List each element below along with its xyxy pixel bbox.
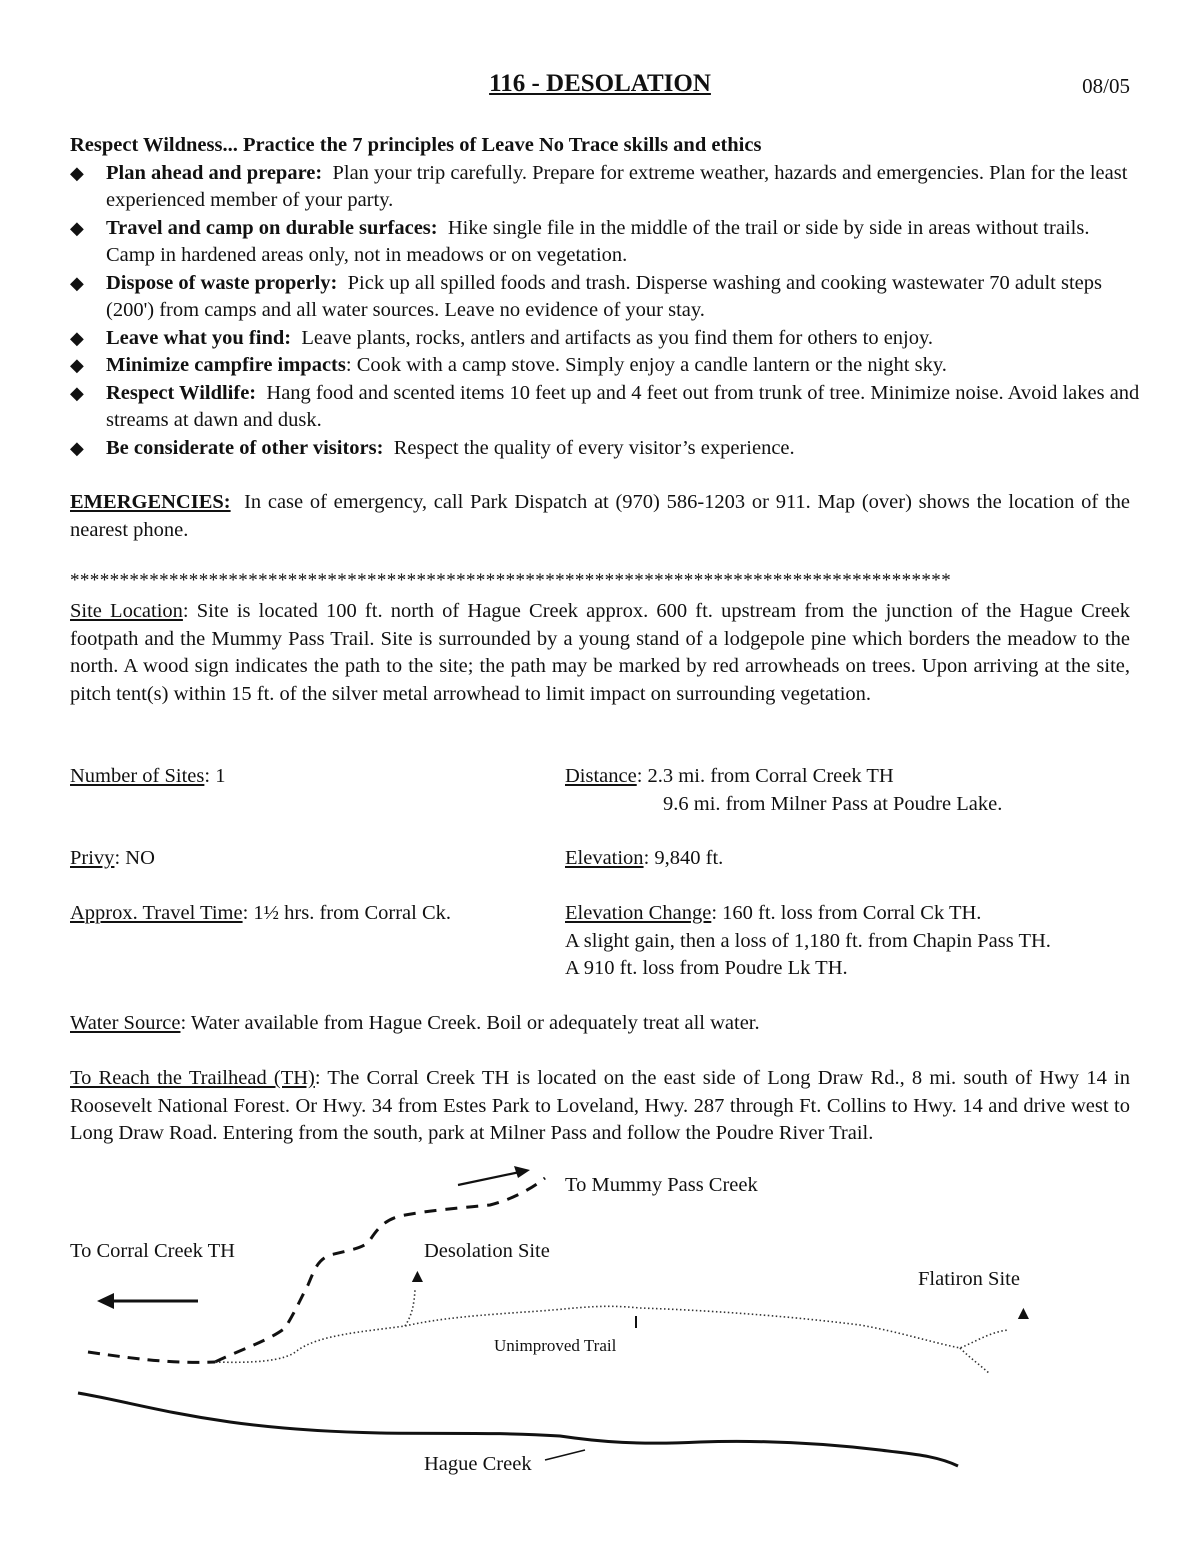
trailhead-label: To Reach the Trailhead (TH) xyxy=(70,1067,315,1089)
unimproved-trail-label: Unimproved Trail xyxy=(494,1336,617,1355)
page-title: 116 - DESOLATION xyxy=(489,70,711,97)
diamond-bullet-icon: ◆ xyxy=(70,382,84,403)
field-label: Approx. Travel Time xyxy=(70,902,243,924)
emergencies-text: In case of emergency, call Park Dispatch at (970) 586-1203 or 911. Map (over) shows the location of the nearest phone. xyxy=(70,491,1130,541)
trailhead-text: : The Corral Creek TH is located on the east side of Long Draw Rd., 8 mi. south of Hwy 14 in Roosevelt National Forest. Or Hwy. 34 from Estes Park to Loveland, Hwy. 287 through Ft. Collins to Hwy. 14 and drive west to Long Draw Road. Entering from the south, park at Milner Pass and follow the Poudre River Trail. xyxy=(70,1067,1131,1144)
distance xyxy=(565,763,1002,818)
principle-term: Plan ahead and prepare: xyxy=(106,161,323,184)
principle-text: Hike single file in the middle of the trail or side by side in areas without trails. Camp in hardened areas only, not in meadows or on vegetation. xyxy=(106,216,1090,266)
site-location-label: Site Location xyxy=(70,600,183,622)
diamond-bullet-icon: ◆ xyxy=(70,355,84,375)
flatiron-site-label: Flatiron Site xyxy=(918,1268,1020,1290)
list-item xyxy=(70,435,1140,463)
hague-creek-leader xyxy=(545,1450,585,1460)
emergencies-label: EMERGENCIES: xyxy=(70,491,231,513)
principle-term: Minimize campfire impacts xyxy=(106,354,346,376)
principle-text: Hang food and scented items 10 feet up and 4 feet out from trunk of tree. Minimize noise. Avoid lakes and streams at dawn and dusk. xyxy=(106,381,1140,431)
mummy-pass-label: To Mummy Pass Creek xyxy=(565,1174,758,1196)
principle-term: Travel and camp on durable surfaces: xyxy=(106,216,438,239)
field-value: : 9,840 ft. xyxy=(643,847,724,869)
field-value: : 160 ft. loss from Corral Ck TH. xyxy=(711,902,982,924)
principle-text: : Cook with a camp stove. Simply enjoy a candle lantern or the night sky. xyxy=(345,354,947,376)
hague-creek-label: Hague Creek xyxy=(424,1453,532,1475)
diamond-bullet-icon: ◆ xyxy=(70,217,84,238)
elevation xyxy=(565,845,723,873)
field-label: Number of Sites xyxy=(70,765,205,787)
field-label: Elevation xyxy=(565,847,644,869)
field-value: : 2.3 mi. from Corral Creek TH xyxy=(636,765,894,787)
site-location-section xyxy=(70,598,1130,708)
field-value-line2: 9.6 mi. from Milner Pass at Poudre Lake. xyxy=(663,792,1003,815)
field-label: Distance xyxy=(565,765,637,787)
corral-creek-arrow-head xyxy=(97,1293,114,1309)
corral-creek-trail xyxy=(88,1352,215,1362)
field-value: : 1½ hrs. from Corral Ck. xyxy=(242,902,451,924)
privy xyxy=(70,845,155,873)
site-location-text: : Site is located 100 ft. north of Hague Creek approx. 600 ft. upstream from the junction of the Hague Creek footpath and the Mummy Pass Trail. Site is surrounded by a young stand of a lodgepole pine which borders the meadow to the north. A wood sign indicates the path to the site; the path may be marked by red arrowheads on trees. Upon arriving at the site, pitch tent(s) within 15 ft. of the silver metal arrowhead to limit impact on surrounding vegetation. xyxy=(70,600,1130,705)
elevation-change xyxy=(565,900,1051,983)
diamond-bullet-icon: ◆ xyxy=(70,162,84,183)
principle-term: Leave what you find: xyxy=(106,326,292,349)
field-label: Privy xyxy=(70,847,115,869)
triangle-marker-icon: ▲ xyxy=(408,1266,427,1287)
principle-term: Respect Wildlife: xyxy=(106,381,257,404)
emergencies-section xyxy=(70,489,1130,544)
revision-date: 08/05 xyxy=(1082,74,1130,98)
principle-text: Pick up all spilled foods and trash. Disperse washing and cooking wastewater 70 adult steps (200') from camps and all water sources. Leave no evidence of your stay. xyxy=(106,271,1102,321)
desolation-spur xyxy=(405,1290,415,1326)
principle-text: Leave plants, rocks, antlers and artifacts as you find them for others to enjoy. xyxy=(301,326,934,349)
field-value: : 1 xyxy=(204,765,226,787)
diamond-bullet-icon: ◆ xyxy=(70,272,84,293)
list-item xyxy=(70,352,1140,380)
list-item xyxy=(70,160,1140,215)
leave-no-trace-section xyxy=(70,132,1140,462)
principle-term: Be considerate of other visitors: xyxy=(106,436,384,459)
principle-term: Dispose of waste properly: xyxy=(106,271,338,294)
list-item xyxy=(70,270,1140,325)
trailhead-directions xyxy=(70,1065,1130,1148)
diamond-bullet-icon: ◆ xyxy=(70,437,84,458)
list-item xyxy=(70,380,1140,435)
diamond-bullet-icon: ◆ xyxy=(70,327,84,348)
mummy-pass-arrow-shaft xyxy=(458,1172,520,1185)
desolation-site-label: Desolation Site xyxy=(424,1240,550,1262)
mummy-pass-arrow-head xyxy=(514,1166,530,1178)
lnt-principles-list xyxy=(70,160,1140,463)
field-value-line2: A slight gain, then a loss of 1,180 ft. from Chapin Pass TH. xyxy=(565,929,1051,952)
mummy-pass-trail xyxy=(215,1178,545,1362)
lnt-heading: Respect Wildness... Practice the 7 principles of Leave No Trace skills and ethics xyxy=(70,134,762,156)
travel-time xyxy=(70,900,451,928)
flatiron-fork xyxy=(960,1348,990,1374)
field-value: : NO xyxy=(114,847,155,869)
field-label: Water Source xyxy=(70,1012,181,1034)
field-value: : Water available from Hague Creek. Boil or adequately treat all water. xyxy=(180,1012,760,1034)
field-label: Elevation Change xyxy=(565,902,712,924)
separator-line: ***************************************************************************************** xyxy=(70,570,952,591)
list-item xyxy=(70,215,1140,270)
list-item xyxy=(70,325,1140,353)
field-value-line3: A 910 ft. loss from Poudre Lk TH. xyxy=(565,957,848,979)
trail-map xyxy=(0,1150,1200,1550)
number-of-sites xyxy=(70,763,225,791)
principle-text: Plan your trip carefully. Prepare for extreme weather, hazards and emergencies. Plan for the least experienced member of your party. xyxy=(106,161,1128,211)
water-source xyxy=(70,1010,760,1038)
triangle-marker-icon: ▲ xyxy=(1014,1303,1033,1324)
principle-text: Respect the quality of every visitor’s experience. xyxy=(393,436,795,459)
corral-creek-label: To Corral Creek TH xyxy=(70,1240,235,1262)
